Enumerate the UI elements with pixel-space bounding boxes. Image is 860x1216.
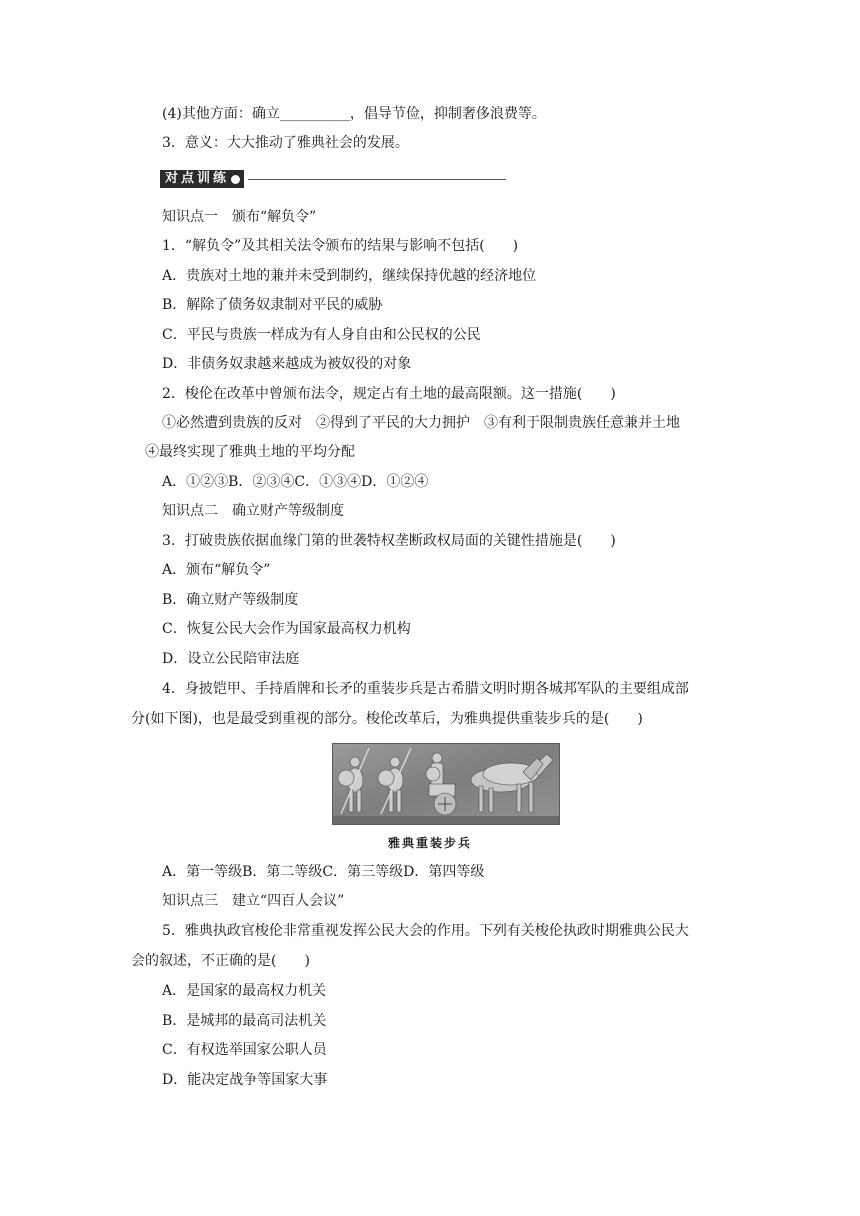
question-5-line-1: 5．雅典执政官梭伦非常重视发挥公民大会的作用。下列有关梭伦执政时期雅典公民大 xyxy=(162,923,689,939)
question-1-option-d: D．非债务奴隶越来越成为被奴役的对象 xyxy=(162,356,412,372)
question-3-option-d: D．设立公民陪审法庭 xyxy=(162,651,300,667)
text-significance: 3．意义：大大推动了雅典社会的发展。 xyxy=(162,135,409,151)
section-banner xyxy=(160,170,506,188)
question-2: 2．梭伦在改革中曾颁布法令，规定占有土地的最高限额。这一措施( ) xyxy=(162,386,616,402)
question-3-option-c: C．恢复公民大会作为国家最高权力机构 xyxy=(162,621,411,637)
question-4-options: A．第一等级B．第二等级C．第三等级D．第四等级 xyxy=(162,864,485,880)
question-2-statements-2: ④最终实现了雅典土地的平均分配 xyxy=(145,444,355,460)
question-5-option-b: B．是城邦的最高司法机关 xyxy=(162,1013,327,1029)
question-4-line-1: 4．身披铠甲、手持盾牌和长矛的重装步兵是古希腊文明时期各城邦军队的主要组成部 xyxy=(162,681,689,697)
question-3: 3．打破贵族依据血缘门第的世袭特权垄断政权局面的关键性措施是( ) xyxy=(162,533,616,549)
figure-caption: 雅典重装步兵 xyxy=(387,836,472,850)
knowledge-point-3: 知识点三 建立“四百人会议” xyxy=(162,893,345,909)
question-5-option-d: D．能决定战争等国家大事 xyxy=(162,1072,328,1088)
banner-dot-icon xyxy=(231,175,240,184)
question-2-statements-1: ①必然遭到贵族的反对 ②得到了平民的大力拥护 ③有利于限制贵族任意兼并土地 xyxy=(162,415,680,431)
question-2-options: A．①②③B．②③④C．①③④D．①②④ xyxy=(162,474,429,490)
banner-label: 对点训练 xyxy=(165,171,230,186)
hoplite-relief-icon xyxy=(333,744,559,824)
question-5-option-c: C．有权选举国家公职人员 xyxy=(162,1042,327,1058)
question-3-option-b: B．确立财产等级制度 xyxy=(162,592,299,608)
banner-rule xyxy=(248,179,506,180)
question-3-option-a: A．颁布“解负令” xyxy=(162,562,271,578)
question-1-option-a: A．贵族对土地的兼并未受到制约，继续保持优越的经济地位 xyxy=(162,268,537,284)
knowledge-point-2: 知识点二 确立财产等级制度 xyxy=(162,503,344,519)
question-5-option-a: A．是国家的最高权力机关 xyxy=(162,983,327,999)
banner-label-box xyxy=(160,170,244,188)
text-other-aspects: (4)其他方面：确立__________，倡导节俭，抑制奢侈浪费等。 xyxy=(162,106,546,122)
question-1: 1．“解负令”及其相关法令颁布的结果与影响不包括( ) xyxy=(162,238,519,254)
question-5-line-2: 会的叙述，不正确的是( ) xyxy=(131,953,310,969)
knowledge-point-1: 知识点一 颁布“解负令” xyxy=(162,209,317,225)
question-1-option-b: B．解除了债务奴隶制对平民的威胁 xyxy=(162,297,383,313)
question-4-line-2: 分(如下图)，也是最受到重视的部分。梭伦改革后，为雅典提供重装步兵的是( ) xyxy=(131,711,643,727)
hoplite-relief-image xyxy=(332,743,560,825)
question-1-option-c: C．平民与贵族一样成为有人身自由和公民权的公民 xyxy=(162,327,481,343)
